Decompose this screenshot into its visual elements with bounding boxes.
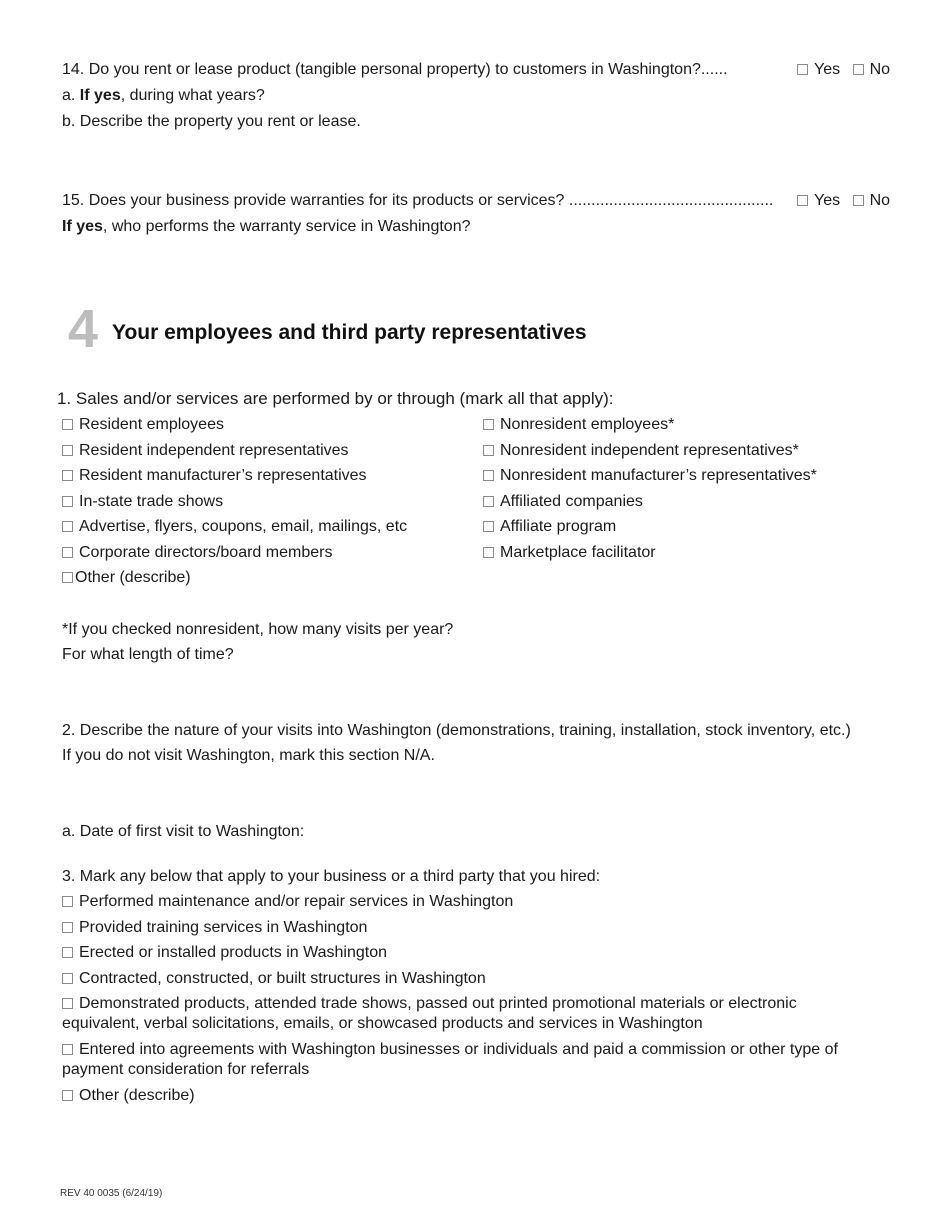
q1-left-option[interactable] bbox=[62, 568, 191, 587]
option-label: Affiliate program bbox=[500, 518, 617, 535]
option-label: In-state trade shows bbox=[79, 493, 224, 510]
q14-a-bold: If yes bbox=[79, 87, 121, 104]
option-label: Resident independent representatives bbox=[79, 442, 349, 459]
option-label: Other (describe) bbox=[75, 569, 191, 586]
option-label: Marketplace facilitator bbox=[500, 544, 656, 561]
q1-left-option[interactable] bbox=[62, 517, 407, 536]
q15-no-checkbox[interactable] bbox=[853, 195, 864, 206]
q14-no-label: No bbox=[869, 61, 891, 78]
q15-question: 15. Does your business provide warranties for its products or services? .............................................. bbox=[62, 192, 774, 209]
q3-option[interactable] bbox=[62, 1086, 195, 1105]
q14-no-checkbox[interactable] bbox=[853, 64, 864, 75]
q14-b: b. Describe the property you rent or lease. bbox=[62, 113, 361, 130]
checkbox[interactable] bbox=[62, 445, 73, 456]
option-label: Erected or installed products in Washington bbox=[79, 944, 388, 961]
option-label: Corporate directors/board members bbox=[79, 544, 333, 561]
q14-yes-no bbox=[797, 60, 890, 79]
checkbox[interactable] bbox=[62, 470, 73, 481]
q14-yes-option[interactable] bbox=[797, 60, 840, 79]
q1-right-option[interactable] bbox=[483, 543, 656, 562]
q15-followup bbox=[62, 217, 470, 236]
form-revision: REV 40 0035 (6/24/19) bbox=[60, 1188, 163, 1199]
checkbox[interactable] bbox=[62, 947, 73, 958]
checkbox[interactable] bbox=[62, 896, 73, 907]
q1-right-option[interactable] bbox=[483, 415, 674, 434]
checkbox[interactable] bbox=[62, 922, 73, 933]
q3-option[interactable] bbox=[62, 1040, 872, 1080]
option-label: Contracted, constructed, or built structures in Washington bbox=[79, 970, 486, 987]
q15-no-option[interactable] bbox=[853, 191, 890, 210]
q1-right-option[interactable] bbox=[483, 441, 799, 460]
checkbox[interactable] bbox=[62, 998, 73, 1009]
q2-line1: 2. Describe the nature of your visits into Washington (demonstrations, training, installation, stock inventory, etc.) bbox=[62, 722, 851, 739]
q15-yes-no bbox=[797, 191, 890, 210]
option-label: Nonresident manufacturer’s representatives* bbox=[500, 467, 817, 484]
checkbox[interactable] bbox=[483, 470, 494, 481]
q15-yes-label: Yes bbox=[814, 192, 841, 209]
q1-left-option[interactable] bbox=[62, 492, 223, 511]
q2-a: a. Date of first visit to Washington: bbox=[62, 823, 305, 840]
q1-note-length: For what length of time? bbox=[62, 646, 234, 663]
q15-no-label: No bbox=[869, 192, 891, 209]
checkbox[interactable] bbox=[483, 547, 494, 558]
q14-a-prefix: a. bbox=[62, 87, 80, 104]
option-label: Performed maintenance and/or repair services in Washington bbox=[79, 893, 514, 910]
option-label: Resident employees bbox=[79, 416, 224, 433]
checkbox[interactable] bbox=[483, 496, 494, 507]
q14-a-rest: , during what years? bbox=[120, 87, 265, 104]
checkbox[interactable] bbox=[483, 419, 494, 430]
checkbox[interactable] bbox=[483, 445, 494, 456]
q1-left-option[interactable] bbox=[62, 415, 224, 434]
option-label: Affiliated companies bbox=[500, 493, 643, 510]
option-label: Advertise, flyers, coupons, email, mailings, etc bbox=[79, 518, 408, 535]
checkbox[interactable] bbox=[62, 1090, 73, 1101]
q14-a bbox=[62, 86, 265, 105]
q14-question: 14. Do you rent or lease product (tangible personal property) to customers in Washington?...... bbox=[62, 61, 728, 78]
q2-line2: If you do not visit Washington, mark this section N/A. bbox=[62, 747, 435, 764]
checkbox[interactable] bbox=[483, 521, 494, 532]
option-label: Provided training services in Washington bbox=[79, 919, 368, 936]
q1-note-visits: *If you checked nonresident, how many visits per year? bbox=[62, 621, 454, 638]
q3-option[interactable] bbox=[62, 969, 486, 988]
option-label: Entered into agreements with Washington businesses or individuals and paid a commission or other type of payment consideration for referrals bbox=[62, 1041, 838, 1078]
q3-option[interactable] bbox=[62, 943, 387, 962]
q15-yes-checkbox[interactable] bbox=[797, 195, 808, 206]
q14-yes-label: Yes bbox=[814, 61, 841, 78]
option-label: Other (describe) bbox=[79, 1087, 195, 1104]
checkbox[interactable] bbox=[62, 521, 73, 532]
option-label: Nonresident employees* bbox=[500, 416, 675, 433]
checkbox[interactable] bbox=[62, 973, 73, 984]
q14-yes-checkbox[interactable] bbox=[797, 64, 808, 75]
q15-followup-bold: If yes bbox=[62, 218, 103, 235]
q1-right-option[interactable] bbox=[483, 492, 643, 511]
checkbox[interactable] bbox=[62, 547, 73, 558]
option-label: Nonresident independent representatives* bbox=[500, 442, 799, 459]
q1-right-option[interactable] bbox=[483, 466, 817, 485]
q3-option[interactable] bbox=[62, 918, 367, 937]
q1-left-option[interactable] bbox=[62, 543, 332, 562]
section-number: 4 bbox=[68, 299, 99, 359]
q1-right-option[interactable] bbox=[483, 517, 616, 536]
checkbox[interactable] bbox=[62, 1044, 73, 1055]
q1-left-option[interactable] bbox=[62, 441, 349, 460]
checkbox[interactable] bbox=[62, 572, 73, 583]
q14-no-option[interactable] bbox=[853, 60, 890, 79]
q1-prompt: 1. Sales and/or services are performed by or through (mark all that apply): bbox=[57, 389, 614, 408]
option-label: Demonstrated products, attended trade shows, passed out printed promotional materials or electronic equivalent, verbal solicitations, emails, or showcased products and services in Washington bbox=[62, 995, 797, 1032]
q3-option[interactable] bbox=[62, 892, 513, 911]
checkbox[interactable] bbox=[62, 496, 73, 507]
q15-followup-rest: , who performs the warranty service in Washington? bbox=[102, 218, 471, 235]
q1-left-option[interactable] bbox=[62, 466, 367, 485]
checkbox[interactable] bbox=[62, 419, 73, 430]
q15-yes-option[interactable] bbox=[797, 191, 840, 210]
option-label: Resident manufacturer’s representatives bbox=[79, 467, 367, 484]
section-title: Your employees and third party representatives bbox=[112, 321, 587, 344]
q3-option[interactable] bbox=[62, 994, 872, 1034]
q3-prompt: 3. Mark any below that apply to your business or a third party that you hired: bbox=[62, 868, 601, 885]
